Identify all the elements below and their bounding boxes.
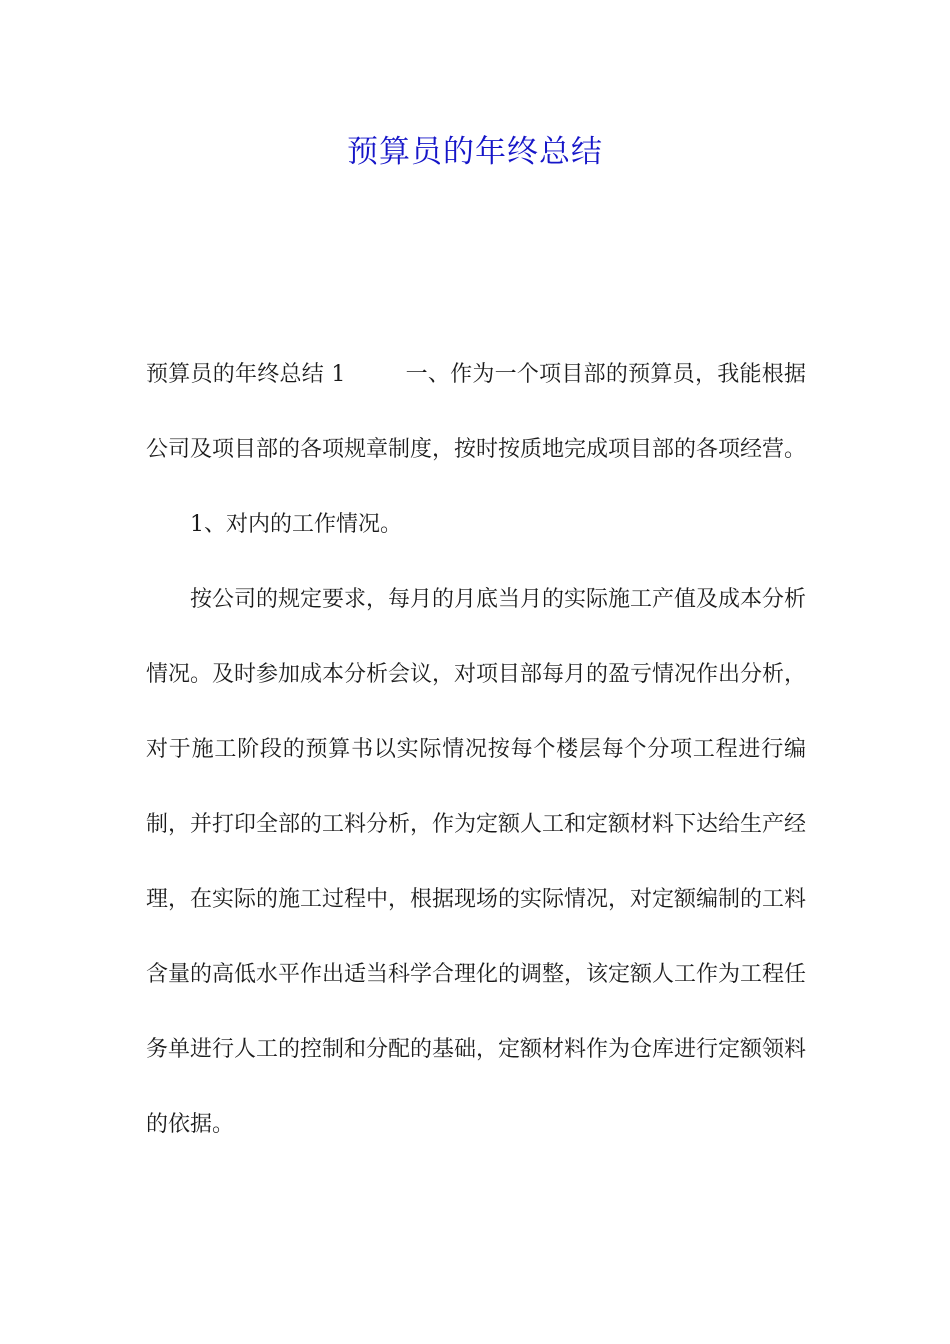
section-heading-internal-work: 1、对内的工作情况。 (190, 512, 402, 537)
document-title: 预算员的年终总结 (347, 134, 603, 170)
summary-heading: 预算员的年终总结 1 (146, 362, 346, 387)
intro-text: 一、作为一个项目部的预算员，我能根据公司及项目部的各项规章制度，按时按质地完成项目部的各项经营。 (146, 362, 807, 462)
paragraph-intro (146, 337, 806, 487)
paragraph-internal-work: 按公司的规定要求，每月的月底当月的实际施工产值及成本分析情况。及时参加成本分析会议，对项目部每月的盈亏情况作出分析，对于施工阶段的预算书以实际情况按每个楼层每个分项工程进行编制，并打印全部的工料分析，作为定额人工和定额材料下达给生产经理，在实际的施工过程中，根据现场的实际情况，对定额编制的工料含量的高低水平作出适当科学合理化的调整，该定额人工作为工程任务单进行人工的控制和分配的基础，定额材料作为仓库进行定额领料的依据。 (146, 587, 807, 1137)
document-body (146, 337, 806, 1162)
